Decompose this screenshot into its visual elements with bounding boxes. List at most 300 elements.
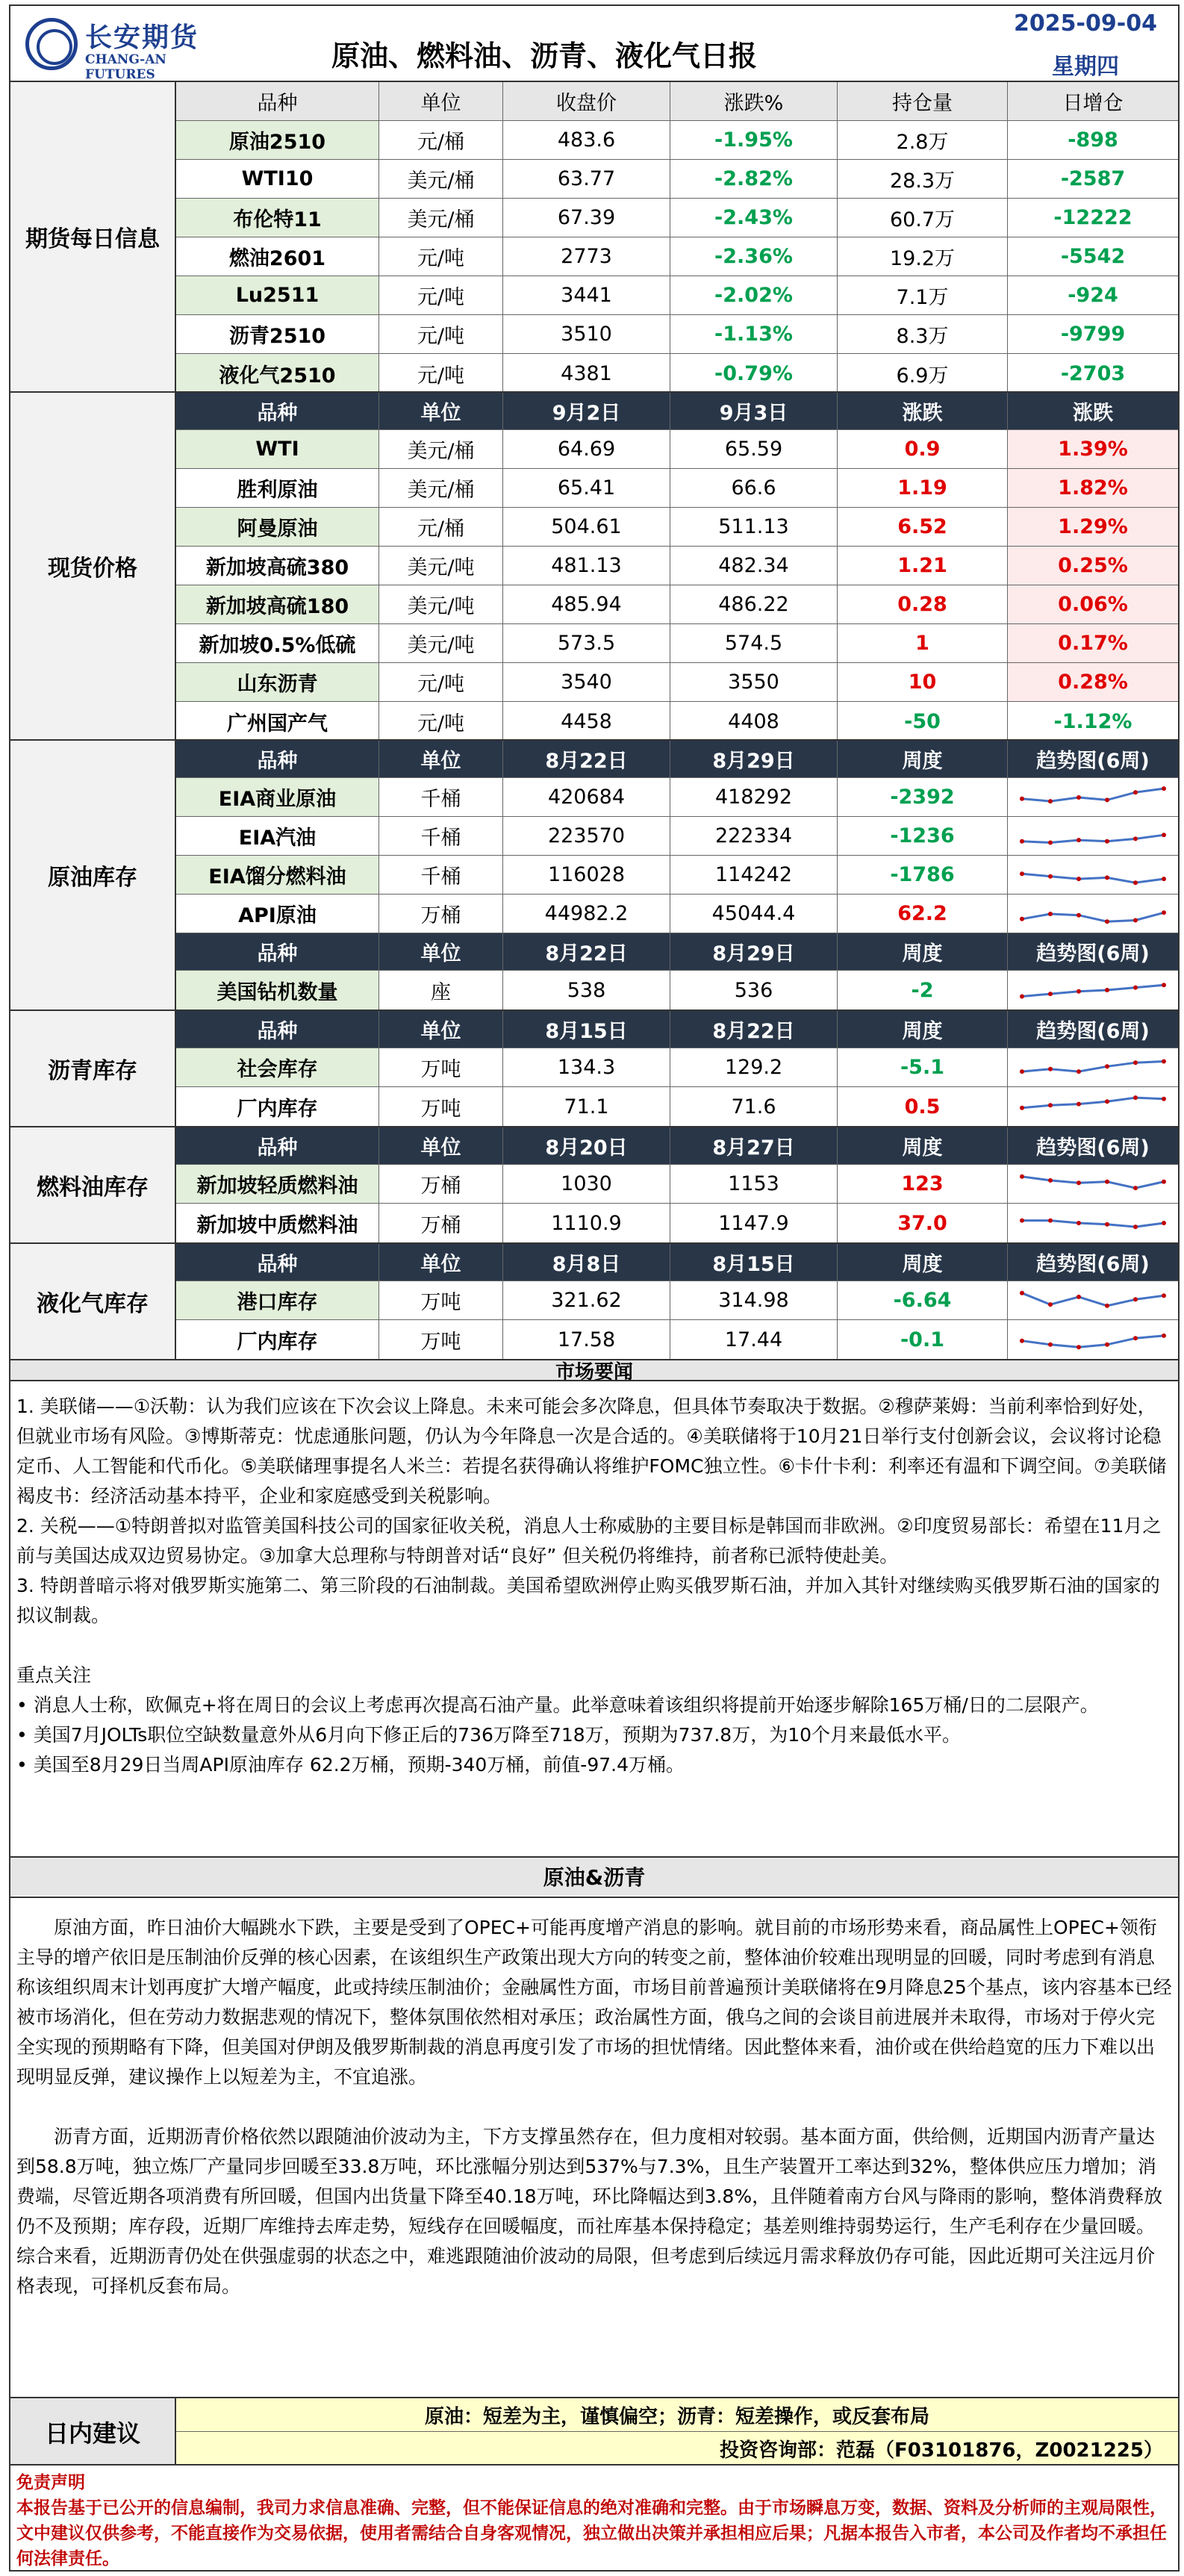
asphalt-inventory-label: 沥青库存 bbox=[10, 1011, 176, 1126]
sparkline-point bbox=[1162, 1334, 1166, 1338]
unit: 万吨 bbox=[379, 1281, 503, 1319]
value-prev: 1030 bbox=[503, 1165, 670, 1203]
close-price: 2773 bbox=[503, 237, 670, 276]
price-prev: 504.61 bbox=[503, 508, 670, 546]
crude-inventory-label: 原油库存 bbox=[10, 741, 176, 1009]
trend-chart-cell bbox=[1008, 778, 1178, 816]
advice-text: 原油：短差为主，谨慎偏空；沥青：短差操作，或反套布局 bbox=[176, 2398, 1178, 2432]
sparkline-point bbox=[1048, 992, 1053, 996]
advice-analyst: 投资咨询部：范磊（F03101876，Z0021225） bbox=[176, 2432, 1178, 2465]
open-interest: 19.2万 bbox=[838, 237, 1008, 276]
column-header: 品种 bbox=[176, 1011, 379, 1048]
futures-table bbox=[176, 82, 1178, 393]
analysis-asphalt: 沥青方面，近期沥青价格依然以跟随油价波动为主，下方支撑虽然存在，但力度相对较弱。基本面方面，供给侧，近期国内沥青产量达到58.8万吨，独立炼厂产量同步回暖至33.8万吨，环比涨幅分别达到537%与7.3%，且生产装置开工率达到32%，整体供应压力增加；消费端，尽管近期各项消费有所回暖，但国内出货量下降至40.18万吨，环比降幅达到3.8%，且伴随着南方台风与降雨的影响，整体消费释放仍不及预期；库存段，近期厂库维持去库走势，短线存在回暖幅度，而社库基本保持稳定；基差则维持弱势运行，生产毛利存在少量回暖。综合来看，近期沥青仍处在供强虚弱的状态之中，难逃跟随油价波动的局限，但考虑到后续远月需求释放仍存可能，因此近期可关注远月价格表现，可择机反套布局。 bbox=[16, 2126, 1163, 2297]
report-page bbox=[9, 4, 1180, 2572]
fuel-oil-inventory-table bbox=[176, 1127, 1178, 1242]
unit: 元/吨 bbox=[379, 237, 503, 276]
product-name: 山东沥青 bbox=[176, 663, 379, 701]
column-header: 单位 bbox=[379, 82, 503, 120]
close-price: 3441 bbox=[503, 276, 670, 314]
sparkline-point bbox=[1105, 875, 1109, 880]
crude-inventory-table bbox=[176, 741, 1178, 1009]
value-curr: 71.6 bbox=[670, 1087, 838, 1126]
sparkline-point bbox=[1048, 1219, 1053, 1223]
sparkline-point bbox=[1133, 1186, 1138, 1190]
open-interest: 6.9万 bbox=[838, 354, 1008, 393]
trend-sparkline bbox=[1015, 1052, 1171, 1083]
close-price: 3510 bbox=[503, 315, 670, 353]
price-prev: 64.69 bbox=[503, 430, 670, 468]
column-header: 品种 bbox=[176, 393, 379, 429]
value-prev: 116028 bbox=[503, 856, 670, 894]
product-name: 布伦特11 bbox=[176, 199, 379, 237]
close-price: 483.6 bbox=[503, 121, 670, 159]
table-row bbox=[176, 354, 1178, 393]
column-header: 趋势图(6周) bbox=[1008, 933, 1178, 970]
product-name: EIA商业原油 bbox=[176, 778, 379, 816]
unit: 美元/桶 bbox=[379, 430, 503, 468]
trend-chart-cell bbox=[1008, 1048, 1178, 1086]
trend-chart-cell bbox=[1008, 1281, 1178, 1319]
unit: 千桶 bbox=[379, 778, 503, 816]
sparkline-point bbox=[1162, 983, 1166, 987]
trend-sparkline bbox=[1015, 1207, 1171, 1239]
close-price: 4381 bbox=[503, 354, 670, 393]
unit: 元/吨 bbox=[379, 663, 503, 701]
trend-sparkline bbox=[1015, 1169, 1171, 1200]
daily-oi-change: -898 bbox=[1068, 128, 1118, 152]
sparkline-point bbox=[1105, 1222, 1109, 1227]
table-header-row bbox=[176, 1127, 1178, 1165]
weekly-change: -2 bbox=[838, 971, 1008, 1009]
change-abs: 10 bbox=[838, 663, 1008, 701]
unit: 万桶 bbox=[379, 895, 503, 933]
price-prev: 485.94 bbox=[503, 585, 670, 623]
table-row bbox=[176, 1320, 1178, 1359]
company-logo bbox=[25, 16, 212, 82]
column-header: 周度 bbox=[838, 1244, 1008, 1281]
weekly-change: -1236 bbox=[838, 817, 1008, 855]
asphalt-inventory-table bbox=[176, 1011, 1178, 1126]
change-pct: 1.29% bbox=[1008, 508, 1178, 546]
value-prev: 1110.9 bbox=[503, 1204, 670, 1242]
fuel-oil-inventory-section bbox=[10, 1126, 1178, 1242]
sparkline-point bbox=[1020, 1219, 1024, 1223]
advice-label: 日内建议 bbox=[10, 2398, 176, 2465]
focus-item-opec: • 消息人士称，欧佩克+将在周日的会议上考虑再次提高石油产量。此举意味着该组织将提前开始逐步解除165万桶/日的二层限产。 bbox=[16, 1694, 1099, 1716]
spot-table bbox=[176, 393, 1178, 741]
logo-text-cn: 长安期货 bbox=[85, 22, 199, 53]
table-header-row bbox=[176, 82, 1178, 121]
change-abs: -50 bbox=[838, 702, 1008, 741]
unit: 美元/吨 bbox=[379, 547, 503, 585]
table-row bbox=[176, 702, 1178, 741]
value-prev: 17.58 bbox=[503, 1320, 670, 1359]
product-name: API原油 bbox=[176, 895, 379, 933]
sparkline-point bbox=[1048, 799, 1053, 803]
change-pct: 0.25% bbox=[1008, 547, 1178, 585]
change-pct: -2.43% bbox=[670, 199, 838, 237]
sparkline-point bbox=[1076, 989, 1081, 994]
product-name: 社会库存 bbox=[176, 1048, 379, 1086]
value-prev: 223570 bbox=[503, 817, 670, 855]
sparkline-point bbox=[1048, 1343, 1053, 1347]
change-pct: -2.02% bbox=[670, 276, 838, 314]
sparkline-point bbox=[1076, 1221, 1081, 1225]
price-curr: 4408 bbox=[670, 702, 838, 741]
value-prev: 420684 bbox=[503, 778, 670, 816]
table-row bbox=[176, 971, 1178, 1009]
table-row bbox=[176, 585, 1178, 624]
sparkline-line bbox=[1022, 912, 1164, 921]
trend-chart-cell bbox=[1008, 1204, 1178, 1242]
unit: 美元/吨 bbox=[379, 624, 503, 662]
product-name: 新加坡轻质燃料油 bbox=[176, 1165, 379, 1203]
daily-oi-change: -5542 bbox=[1060, 245, 1126, 268]
price-curr: 486.22 bbox=[670, 585, 838, 623]
open-interest: 2.8万 bbox=[838, 121, 1008, 159]
sparkline-point bbox=[1133, 880, 1138, 885]
column-header: 单位 bbox=[379, 1011, 503, 1048]
product-name: EIA馏分燃料油 bbox=[176, 856, 379, 894]
price-curr: 482.34 bbox=[670, 547, 838, 585]
product-name: 阿曼原油 bbox=[176, 508, 379, 546]
sparkline-point bbox=[1048, 1177, 1053, 1182]
column-header: 8月29日 bbox=[670, 741, 838, 777]
table-row bbox=[176, 817, 1178, 856]
column-header: 单位 bbox=[379, 933, 503, 970]
value-curr: 114242 bbox=[670, 856, 838, 894]
daily-oi-change: -9799 bbox=[1060, 323, 1126, 346]
table-row bbox=[176, 1204, 1178, 1242]
sparkline-point bbox=[1162, 1179, 1166, 1183]
unit: 千桶 bbox=[379, 856, 503, 894]
table-header-row bbox=[176, 741, 1178, 778]
logo-text-en: CHANG-AN FUTURES bbox=[85, 52, 166, 82]
value-prev: 44982.2 bbox=[503, 895, 670, 933]
table-row bbox=[176, 856, 1178, 895]
column-header: 8月8日 bbox=[503, 1244, 670, 1281]
analysis-crude: 原油方面，昨日油价大幅跳水下跌，主要是受到了OPEC+可能再度增产消息的影响。就目前的市场形势来看，商品属性上OPEC+领衔主导的增产依旧是压制油价反弹的核心因素，在该组织生产政策出现大方向的转变之前，整体油价较难出现明显的回暖，同时考虑到有消息称该组织周末计划再度扩大增产幅度，此或持续压制油价；金融属性方面，市场目前普遍预计美联储将在9月降息25个基点，该内容基本已经被市场消化，但在劳动力数据悲观的情况下，整体氛围依然相对承压；政治属性方面，俄乌之间的会谈目前进展并未取得，市场对于停火完全实现的预期略有下降，但美国对伊朗及俄罗斯制裁的消息再度引发了市场的担忧情绪。因此整体来看，油价或在供给趋宽的压力下难以出现明显反弹，建议操作上以短差为主，不宜追涨。 bbox=[16, 1917, 1172, 2088]
sparkline-point bbox=[1048, 840, 1053, 844]
sparkline-point bbox=[1020, 995, 1024, 999]
sparkline-line bbox=[1022, 1061, 1164, 1071]
sparkline-line bbox=[1022, 788, 1164, 801]
column-header: 涨跌% bbox=[670, 82, 838, 120]
unit: 元/吨 bbox=[379, 354, 503, 393]
value-curr: 129.2 bbox=[670, 1048, 838, 1086]
change-abs: 0.9 bbox=[838, 430, 1008, 468]
weekly-change: 62.2 bbox=[838, 895, 1008, 933]
weekly-change: -6.64 bbox=[838, 1281, 1008, 1319]
analysis-title: 原油&沥青 bbox=[10, 1856, 1178, 1895]
change-pct: 0.17% bbox=[1008, 624, 1178, 662]
table-row bbox=[176, 430, 1178, 469]
open-interest: 7.1万 bbox=[838, 276, 1008, 314]
product-name: 厂内库存 bbox=[176, 1320, 379, 1359]
column-header: 单位 bbox=[379, 1244, 503, 1281]
change-abs: 6.52 bbox=[838, 508, 1008, 546]
change-pct: -1.13% bbox=[670, 315, 838, 353]
change-pct: -2.36% bbox=[670, 237, 838, 276]
column-header: 8月22日 bbox=[670, 1011, 838, 1048]
sparkline-point bbox=[1076, 1294, 1081, 1298]
table-row bbox=[176, 508, 1178, 547]
column-header: 趋势图(6周) bbox=[1008, 741, 1178, 777]
sparkline-point bbox=[1076, 1069, 1081, 1074]
lpg-inventory-table bbox=[176, 1244, 1178, 1359]
spot-section bbox=[10, 391, 1178, 739]
table-header-row bbox=[176, 393, 1178, 430]
unit: 元/吨 bbox=[379, 276, 503, 314]
sparkline-point bbox=[1020, 796, 1024, 800]
sparkline-point bbox=[1020, 1106, 1024, 1110]
unit: 万桶 bbox=[379, 1204, 503, 1242]
price-prev: 573.5 bbox=[503, 624, 670, 662]
trend-chart-cell bbox=[1008, 971, 1178, 1009]
sparkline-point bbox=[1020, 1339, 1024, 1343]
daily-oi-change: -2703 bbox=[1060, 361, 1126, 385]
change-pct: 1.39% bbox=[1008, 430, 1178, 468]
unit: 万吨 bbox=[379, 1087, 503, 1126]
unit: 千桶 bbox=[379, 817, 503, 855]
sparkline-point bbox=[1162, 1097, 1166, 1101]
column-header: 8月22日 bbox=[503, 741, 670, 777]
sparkline-point bbox=[1162, 1293, 1166, 1298]
sparkline-point bbox=[1162, 910, 1166, 915]
weekly-change: 37.0 bbox=[838, 1204, 1008, 1242]
trend-sparkline bbox=[1015, 1324, 1171, 1355]
column-header: 9月3日 bbox=[670, 393, 838, 429]
sparkline-point bbox=[1133, 1336, 1138, 1340]
value-prev: 71.1 bbox=[503, 1087, 670, 1126]
table-row bbox=[176, 895, 1178, 933]
sparkline-point bbox=[1105, 988, 1109, 992]
value-prev: 538 bbox=[503, 971, 670, 1009]
table-row bbox=[176, 469, 1178, 508]
value-curr: 45044.4 bbox=[670, 895, 838, 933]
product-name: 美国钻机数量 bbox=[176, 971, 379, 1009]
column-header: 8月22日 bbox=[503, 933, 670, 970]
price-prev: 4458 bbox=[503, 702, 670, 741]
column-header: 8月29日 bbox=[670, 933, 838, 970]
product-name: 胜利原油 bbox=[176, 469, 379, 507]
product-name: 新加坡0.5%低硫 bbox=[176, 624, 379, 662]
column-header: 8月15日 bbox=[503, 1011, 670, 1048]
open-interest: 28.3万 bbox=[838, 160, 1008, 198]
column-header: 8月27日 bbox=[670, 1127, 838, 1164]
open-interest: 60.7万 bbox=[838, 199, 1008, 237]
sparkline-point bbox=[1133, 1225, 1138, 1229]
sparkline-point bbox=[1020, 1290, 1024, 1295]
value-curr: 314.98 bbox=[670, 1281, 838, 1319]
market-news-title: 市场要闻 bbox=[10, 1359, 1178, 1380]
unit: 美元/桶 bbox=[379, 160, 503, 198]
column-header: 趋势图(6周) bbox=[1008, 1011, 1178, 1048]
sparkline-point bbox=[1162, 833, 1166, 837]
table-row bbox=[176, 663, 1178, 702]
column-header: 持仓量 bbox=[838, 82, 1008, 120]
unit: 元/桶 bbox=[379, 121, 503, 159]
weekly-change: -0.1 bbox=[838, 1320, 1008, 1359]
product-name: 原油2510 bbox=[176, 121, 379, 159]
news-paragraph-fed: 1. 美联储——①沃勒：认为我们应该在下次会议上降息。未来可能会多次降息，但具体节奏取决于数据。②穆萨莱姆：当前利率恰到好处，但就业市场有风险。③博斯蒂克：忧虑通胀问题，仍认为今年降息一次是合适的。④美联储将于10月21日举行支付创新会议，会议将讨论稳定币、人工智能和代币化。⑤美联储理事提名人米兰：若提名获得确认将维护FOMC独立性。⑥卡什卡利：利率还有温和下调空间。⑦美联储褐皮书：经济活动基本持平，企业和家庭感受到关税影响。 bbox=[16, 1396, 1167, 1507]
logo-circle-icon bbox=[25, 18, 78, 70]
change-pct: 1.82% bbox=[1008, 469, 1178, 507]
fuel-oil-inventory-label: 燃料油库存 bbox=[10, 1127, 176, 1242]
change-abs: 1.21 bbox=[838, 547, 1008, 585]
sparkline-line bbox=[1022, 874, 1164, 883]
column-header: 品种 bbox=[176, 741, 379, 777]
product-name: 广州国产气 bbox=[176, 702, 379, 741]
report-title: 原油、燃料油、沥青、液化气日报 bbox=[331, 40, 758, 72]
trend-sparkline bbox=[1015, 1285, 1171, 1316]
sparkline-point bbox=[1048, 1066, 1053, 1071]
disclaimer-title: 免责声明 bbox=[16, 2473, 85, 2492]
sparkline-point bbox=[1133, 790, 1138, 794]
analysis-body bbox=[10, 1897, 1178, 2397]
sparkline-point bbox=[1105, 797, 1109, 802]
sparkline-point bbox=[1048, 912, 1053, 916]
table-row bbox=[176, 199, 1178, 237]
sparkline-point bbox=[1105, 1099, 1109, 1104]
trend-chart-cell bbox=[1008, 856, 1178, 894]
product-name: 港口库存 bbox=[176, 1281, 379, 1319]
sparkline-point bbox=[1105, 1064, 1109, 1068]
change-pct: 0.28% bbox=[1008, 663, 1178, 701]
sparkline-point bbox=[1162, 1221, 1166, 1225]
sparkline-line bbox=[1022, 835, 1164, 842]
table-header-row bbox=[176, 1011, 1178, 1048]
column-header: 收盘价 bbox=[503, 82, 670, 120]
change-abs: 1.19 bbox=[838, 469, 1008, 507]
sparkline-point bbox=[1076, 838, 1081, 842]
crude-inventory-section bbox=[10, 739, 1178, 1009]
lpg-inventory-label: 液化气库存 bbox=[10, 1244, 176, 1359]
focus-title: 重点关注 bbox=[16, 1664, 92, 1686]
price-prev: 65.41 bbox=[503, 469, 670, 507]
sparkline-point bbox=[1105, 839, 1109, 843]
value-curr: 222334 bbox=[670, 817, 838, 855]
sparkline-point bbox=[1105, 919, 1109, 924]
focus-item-jolts: • 美国7月JOLTs职位空缺数量意外从6月向下修正后的736万降至718万，预期为737.8万，为10个月来最低水平。 bbox=[16, 1724, 962, 1746]
sparkline-point bbox=[1105, 1343, 1109, 1347]
trend-chart-cell bbox=[1008, 1320, 1178, 1359]
product-name: Lu2511 bbox=[176, 276, 379, 314]
column-header: 涨跌 bbox=[1008, 393, 1178, 429]
value-curr: 1147.9 bbox=[670, 1204, 838, 1242]
column-header: 周度 bbox=[838, 741, 1008, 777]
column-header: 周度 bbox=[838, 1011, 1008, 1048]
sparkline-line bbox=[1022, 1098, 1164, 1108]
weekly-change: -2392 bbox=[838, 778, 1008, 816]
product-name: 液化气2510 bbox=[176, 354, 379, 393]
column-header: 8月20日 bbox=[503, 1127, 670, 1164]
sparkline-point bbox=[1133, 836, 1138, 841]
focus-item-api: • 美国至8月29日当周API原油库存 62.2万桶，预期-340万桶，前值-97.4万桶。 bbox=[16, 1754, 685, 1776]
table-row bbox=[176, 1281, 1178, 1320]
table-row bbox=[176, 1048, 1178, 1087]
trend-sparkline bbox=[1015, 859, 1171, 891]
trend-sparkline bbox=[1015, 1091, 1171, 1122]
product-name: 燃油2601 bbox=[176, 237, 379, 276]
daily-oi-change: -924 bbox=[1068, 284, 1118, 307]
unit: 万吨 bbox=[379, 1048, 503, 1086]
futures-section bbox=[10, 81, 1178, 391]
column-header: 品种 bbox=[176, 933, 379, 970]
spot-section-label: 现货价格 bbox=[10, 393, 176, 739]
table-row bbox=[176, 778, 1178, 817]
sparkline-line bbox=[1022, 1292, 1164, 1305]
trend-chart-cell bbox=[1008, 1165, 1178, 1203]
sparkline-point bbox=[1020, 1174, 1024, 1178]
product-name: 厂内库存 bbox=[176, 1087, 379, 1126]
table-row bbox=[176, 547, 1178, 585]
unit: 美元/吨 bbox=[379, 585, 503, 623]
trend-sparkline bbox=[1015, 898, 1171, 930]
trend-sparkline bbox=[1015, 782, 1171, 813]
sparkline-point bbox=[1076, 877, 1081, 881]
table-row bbox=[176, 315, 1178, 354]
unit: 美元/桶 bbox=[379, 199, 503, 237]
sparkline-point bbox=[1076, 795, 1081, 800]
table-row bbox=[176, 160, 1178, 199]
value-prev: 321.62 bbox=[503, 1281, 670, 1319]
sparkline-point bbox=[1105, 1303, 1109, 1307]
product-name: 沥青2510 bbox=[176, 315, 379, 353]
table-row bbox=[176, 237, 1178, 276]
table-row bbox=[176, 1165, 1178, 1204]
sparkline-point bbox=[1133, 918, 1138, 922]
change-pct: -0.79% bbox=[670, 354, 838, 393]
table-header-row bbox=[176, 1244, 1178, 1281]
trend-chart-cell bbox=[1008, 1087, 1178, 1126]
asphalt-inventory-section bbox=[10, 1009, 1178, 1126]
product-name: 新加坡中质燃料油 bbox=[176, 1204, 379, 1242]
sparkline-point bbox=[1076, 912, 1081, 917]
sparkline-point bbox=[1020, 1069, 1024, 1074]
column-header: 单位 bbox=[379, 393, 503, 429]
column-header: 品种 bbox=[176, 1127, 379, 1164]
weekly-change: 123 bbox=[838, 1165, 1008, 1203]
sparkline-point bbox=[1133, 1095, 1138, 1100]
unit: 美元/桶 bbox=[379, 469, 503, 507]
product-name: WTI10 bbox=[176, 160, 379, 198]
sparkline-line bbox=[1022, 1221, 1164, 1228]
table-row bbox=[176, 276, 1178, 315]
table-row bbox=[176, 121, 1178, 160]
news-paragraph-tariff: 2. 关税——①特朗普拟对监管美国科技公司的国家征收关税，消息人士称威胁的主要目标是韩国而非欧洲。②印度贸易部长：希望在11月之前与美国达成双边贸易协定。③加拿大总理称与特朗普对话“良好” 但关税仍将维持，前者称已派特使赴美。 bbox=[16, 1515, 1162, 1567]
trend-chart-cell bbox=[1008, 895, 1178, 933]
column-header: 品种 bbox=[176, 1244, 379, 1281]
value-curr: 17.44 bbox=[670, 1320, 838, 1359]
open-interest: 8.3万 bbox=[838, 315, 1008, 353]
sparkline-point bbox=[1048, 1103, 1053, 1107]
unit: 万桶 bbox=[379, 1165, 503, 1203]
product-name: 新加坡高硫180 bbox=[176, 585, 379, 623]
price-prev: 481.13 bbox=[503, 547, 670, 585]
intraday-advice bbox=[10, 2397, 1178, 2464]
sparkline-point bbox=[1048, 1302, 1053, 1307]
column-header: 8月15日 bbox=[670, 1244, 838, 1281]
unit: 座 bbox=[379, 971, 503, 1009]
sparkline-point bbox=[1162, 1059, 1166, 1063]
sparkline-point bbox=[1133, 986, 1138, 990]
column-header: 品种 bbox=[176, 82, 379, 120]
sparkline-point bbox=[1076, 1102, 1081, 1107]
disclaimer-text: 本报告基于已公开的信息编制，我司力求信息准确、完整，但不能保证信息的绝对准确和完整。由于市场瞬息万变，数据、资料及分析师的主观局限性，文中建议仅供参考，不能直接作为交易依据，使用者需结合自身客观情况，独立做出决策并承担相应后果；凡据本报告入市者，本公司及作者均不承担任何法律责任。 bbox=[16, 2498, 1167, 2569]
column-header: 趋势图(6周) bbox=[1008, 1244, 1178, 1281]
